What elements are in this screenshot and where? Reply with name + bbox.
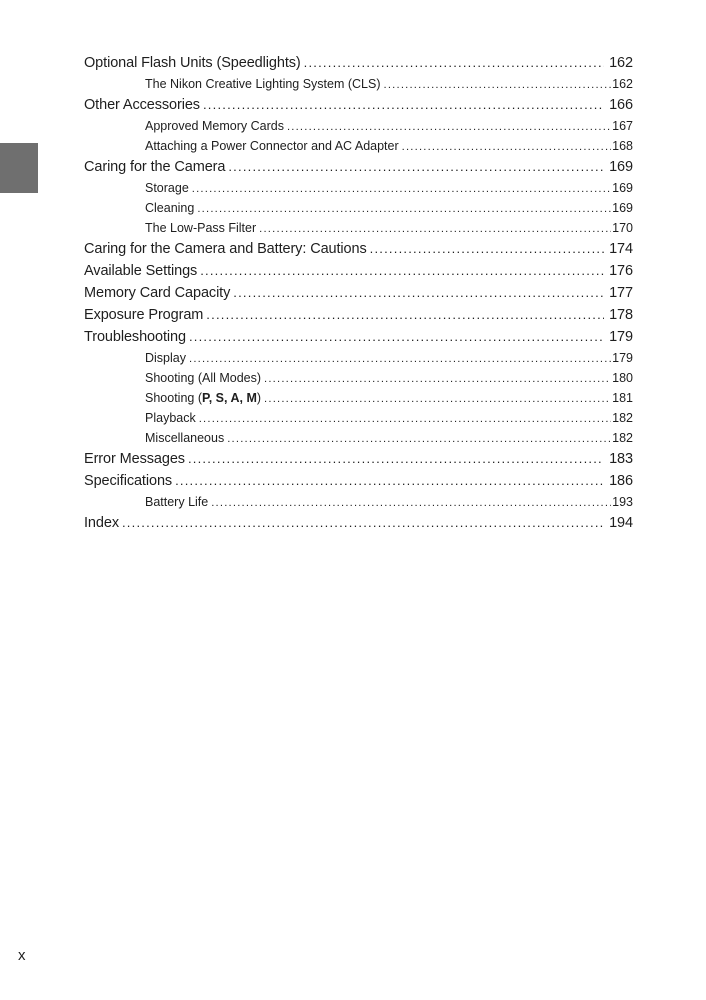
toc-entry-page: 162 [612, 77, 633, 91]
toc-entry-page: 177 [609, 285, 633, 301]
toc-entry-page: 168 [612, 139, 633, 153]
toc-entry [84, 238, 633, 260]
toc-entry [84, 198, 633, 218]
dot-leader [192, 178, 611, 199]
dot-leader [200, 260, 604, 282]
toc-entry-page: 162 [609, 55, 633, 71]
toc-entry-title: Battery Life [145, 495, 209, 509]
toc-entry-page: 176 [609, 263, 633, 279]
toc-entry [84, 428, 633, 448]
toc-entry-title: Attaching a Power Connector and AC Adapter [145, 139, 399, 153]
dot-leader [189, 326, 604, 348]
toc-entry [84, 218, 633, 238]
toc-entry-page: 194 [609, 515, 633, 531]
toc-entry [84, 178, 633, 198]
toc-entry-page: 169 [612, 201, 633, 215]
dot-leader [122, 512, 604, 534]
toc-entry-page: 169 [609, 159, 633, 175]
dot-leader [203, 94, 604, 116]
dot-leader [199, 408, 611, 429]
dot-leader [287, 116, 611, 137]
toc-entry-title: Exposure Program [84, 307, 204, 323]
dot-leader [228, 156, 604, 178]
toc-entry-title: Miscellaneous [145, 431, 225, 445]
toc-entry-title: Optional Flash Units (Speedlights) [84, 55, 301, 71]
toc-entry-title: Playback [145, 411, 196, 425]
toc-entry-title: Troubleshooting [84, 329, 186, 345]
toc-entry-title: Specifications [84, 473, 173, 489]
toc-entry [84, 348, 633, 368]
toc-entry-page: 186 [609, 473, 633, 489]
toc-entry-title: The Low-Pass Filter [145, 221, 257, 235]
dot-leader [197, 198, 611, 219]
toc-entry-title: Approved Memory Cards [145, 119, 284, 133]
toc-entry-title: Caring for the Camera [84, 159, 226, 175]
dot-leader [206, 304, 604, 326]
toc-entry-title: Shooting (P, S, A, M) [145, 391, 262, 405]
dot-leader [211, 492, 611, 513]
toc-entry [84, 388, 633, 408]
toc-entry-page: 181 [612, 391, 633, 405]
dot-leader [227, 428, 611, 449]
dot-leader [402, 136, 612, 157]
dot-leader [264, 368, 611, 389]
toc-entry-page: 166 [609, 97, 633, 113]
dot-leader [304, 52, 604, 74]
dot-leader [384, 74, 612, 95]
toc-entry-page: 182 [612, 411, 633, 425]
dot-leader [175, 470, 604, 492]
toc-entry [84, 116, 633, 136]
toc-entry [84, 448, 633, 470]
toc-entry-title: Storage [145, 181, 189, 195]
toc-entry [84, 326, 633, 348]
toc-entry [84, 260, 633, 282]
toc-entry-page: 180 [612, 371, 633, 385]
toc-entry-title: The Nikon Creative Lighting System (CLS) [145, 77, 381, 91]
toc-entry-page: 179 [609, 329, 633, 345]
toc-entry-title: Shooting (All Modes) [145, 371, 262, 385]
toc-entry [84, 282, 633, 304]
toc-entry [84, 94, 633, 116]
dot-leader [370, 238, 604, 260]
toc-entry [84, 136, 633, 156]
toc-entry [84, 74, 633, 94]
toc-entry [84, 52, 633, 74]
dot-leader [189, 348, 611, 369]
toc-entry-page: 179 [612, 351, 633, 365]
toc-entry-page: 167 [612, 119, 633, 133]
toc-entry [84, 470, 633, 492]
toc-entry [84, 408, 633, 428]
toc-entry-page: 182 [612, 431, 633, 445]
toc-entry [84, 368, 633, 388]
chapter-tab [0, 143, 38, 193]
dot-leader [259, 218, 611, 239]
toc-entry [84, 492, 633, 512]
toc-entry-page: 193 [612, 495, 633, 509]
toc-entry [84, 512, 633, 534]
dot-leader [188, 448, 604, 470]
page-number: x [18, 947, 26, 964]
toc-entry-page: 170 [612, 221, 633, 235]
toc-entry-title: Caring for the Camera and Battery: Cautions [84, 241, 367, 257]
toc-entry-title: Other Accessories [84, 97, 200, 113]
toc-entry-title: Display [145, 351, 186, 365]
toc-entry-title: Memory Card Capacity [84, 285, 231, 301]
toc-entry-title: Cleaning [145, 201, 195, 215]
toc-entry-page: 183 [609, 451, 633, 467]
toc-entry [84, 304, 633, 326]
toc-entry-title: Index [84, 515, 119, 531]
toc-entry-page: 174 [609, 241, 633, 257]
toc-entry-title: Error Messages [84, 451, 185, 467]
toc-entry-page: 169 [612, 181, 633, 195]
toc-entry [84, 156, 633, 178]
toc-entry-page: 178 [609, 307, 633, 323]
dot-leader [264, 388, 611, 409]
toc-entry-title: Available Settings [84, 263, 198, 279]
dot-leader [233, 282, 604, 304]
table-of-contents [84, 52, 633, 534]
